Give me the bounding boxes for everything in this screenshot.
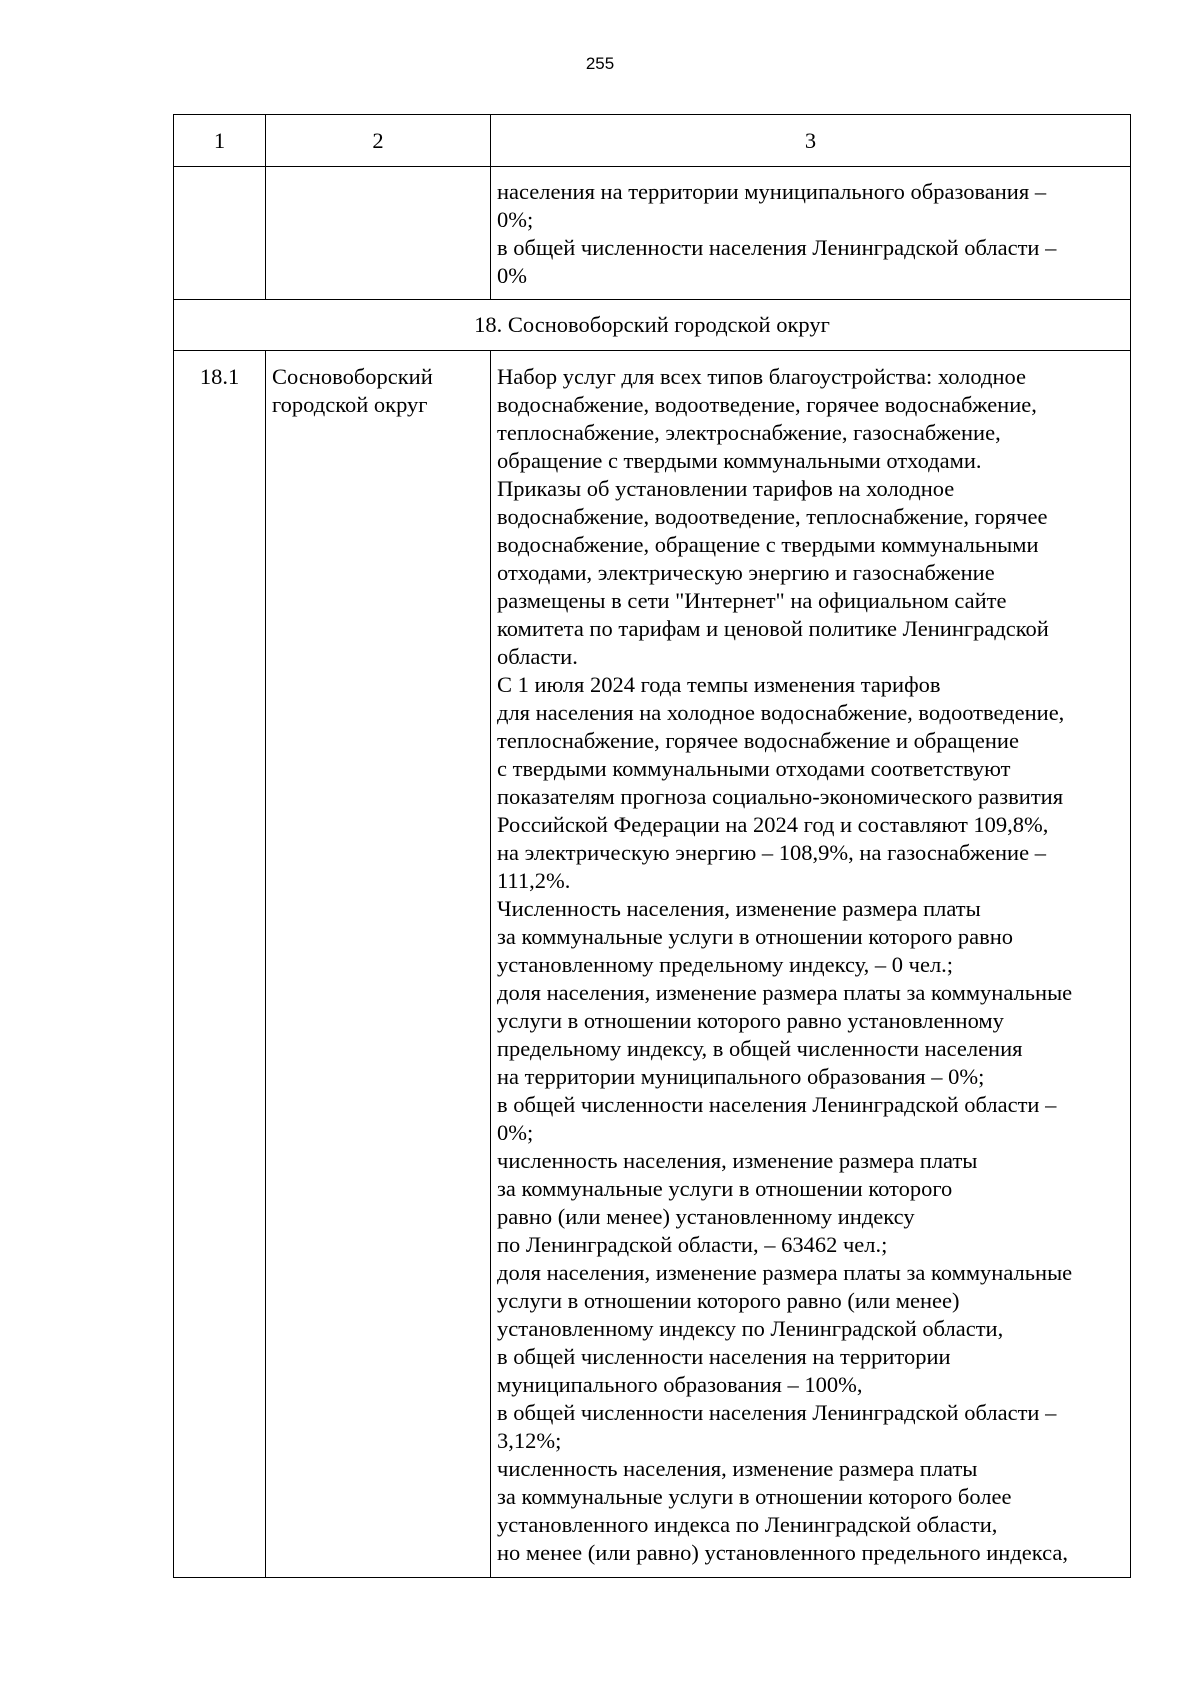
tariff-table xyxy=(173,114,1131,1578)
description-cell xyxy=(491,351,1131,1578)
text-line: водоснабжение, водоотведение, теплоснабжение, горячее xyxy=(497,504,1048,529)
row-number: 18.1 xyxy=(174,351,266,1578)
continuation-row xyxy=(174,167,1131,300)
section-row xyxy=(174,300,1131,351)
table-row xyxy=(174,351,1131,1578)
text-line: предельному индексу, в общей численности населения xyxy=(497,1036,1023,1061)
text-line: установленному индексу по Ленинградской области, xyxy=(497,1316,1004,1341)
text-line: численность населения, изменение размера платы xyxy=(497,1148,978,1173)
text-line: С 1 июля 2024 года темпы изменения тарифов xyxy=(497,672,941,697)
text-line: 3,12%; xyxy=(497,1428,562,1453)
text-line: но менее (или равно) установленного предельного индекса, xyxy=(497,1540,1069,1565)
text-line: за коммунальные услуги в отношении которого xyxy=(497,1176,953,1201)
text-line: населения на территории муниципального образования – xyxy=(497,179,1047,204)
text-line: услуги в отношении которого равно (или менее) xyxy=(497,1288,960,1313)
text-line: размещены в сети "Интернет" на официальном сайте xyxy=(497,588,1007,613)
table-header-row xyxy=(174,115,1131,167)
text-line: области. xyxy=(497,644,578,669)
text-line: в общей численности населения Ленинградской области – xyxy=(497,1400,1057,1425)
text-line: с твердыми коммунальными отходами соответствуют xyxy=(497,756,1011,781)
text-line: услуги в отношении которого равно установленному xyxy=(497,1008,1004,1033)
text-line: в общей численности населения Ленинградской области – xyxy=(497,1092,1057,1117)
text-line: доля населения, изменение размера платы за коммунальные xyxy=(497,1260,1073,1285)
municipality-name-line: Сосновоборский xyxy=(272,364,433,389)
text-line: обращение с твердыми коммунальными отходами. xyxy=(497,448,982,473)
continuation-name-cell xyxy=(266,167,491,300)
section-title: 18. Сосновоборский городской округ xyxy=(174,300,1131,351)
text-line: 111,2%. xyxy=(497,868,571,893)
text-line: водоснабжение, обращение с твердыми коммунальными xyxy=(497,532,1039,557)
column-number-2: 2 xyxy=(266,115,491,167)
column-number-3: 3 xyxy=(491,115,1131,167)
municipality-name-cell xyxy=(266,351,491,1578)
text-line: установленного индекса по Ленинградской области, xyxy=(497,1512,998,1537)
text-line: в общей численности населения Ленинградской области – xyxy=(497,235,1057,260)
municipality-name-line: городской округ xyxy=(272,392,428,417)
text-line: муниципального образования – 100%, xyxy=(497,1372,863,1397)
text-line: теплоснабжение, электроснабжение, газоснабжение, xyxy=(497,420,1001,445)
text-line: комитета по тарифам и ценовой политике Ленинградской xyxy=(497,616,1049,641)
continuation-text-cell xyxy=(491,167,1131,300)
text-line: отходами, электрическую энергию и газоснабжение xyxy=(497,560,995,585)
text-line: 0%; xyxy=(497,1120,534,1145)
text-line: Приказы об установлении тарифов на холодное xyxy=(497,476,955,501)
text-line: Российской Федерации на 2024 год и составляют 109,8%, xyxy=(497,812,1049,837)
text-line: доля населения, изменение размера платы за коммунальные xyxy=(497,980,1073,1005)
text-line: численность населения, изменение размера платы xyxy=(497,1456,978,1481)
text-line: водоснабжение, водоотведение, горячее водоснабжение, xyxy=(497,392,1037,417)
text-line: на электрическую энергию – 108,9%, на газоснабжение – xyxy=(497,840,1046,865)
text-line: за коммунальные услуги в отношении которого равно xyxy=(497,924,1014,949)
text-line: показателям прогноза социально-экономического развития xyxy=(497,784,1064,809)
text-line: для населения на холодное водоснабжение, водоотведение, xyxy=(497,700,1065,725)
continuation-number-cell xyxy=(174,167,266,300)
column-number-1: 1 xyxy=(174,115,266,167)
text-line: 0%; xyxy=(497,207,534,232)
page-number: 255 xyxy=(585,54,615,73)
text-line: за коммунальные услуги в отношении которого более xyxy=(497,1484,1012,1509)
text-line: Численность населения, изменение размера платы xyxy=(497,896,981,921)
text-line: 0% xyxy=(497,263,527,288)
text-line: теплоснабжение, горячее водоснабжение и обращение xyxy=(497,728,1019,753)
text-line: по Ленинградской области, – 63462 чел.; xyxy=(497,1232,888,1257)
text-line: равно (или менее) установленному индексу xyxy=(497,1204,915,1229)
text-line: в общей численности населения на территории xyxy=(497,1344,951,1369)
text-line: установленному предельному индексу, – 0 чел.; xyxy=(497,952,954,977)
text-line: на территории муниципального образования – 0%; xyxy=(497,1064,985,1089)
text-line: Набор услуг для всех типов благоустройства: холодное xyxy=(497,364,1026,389)
